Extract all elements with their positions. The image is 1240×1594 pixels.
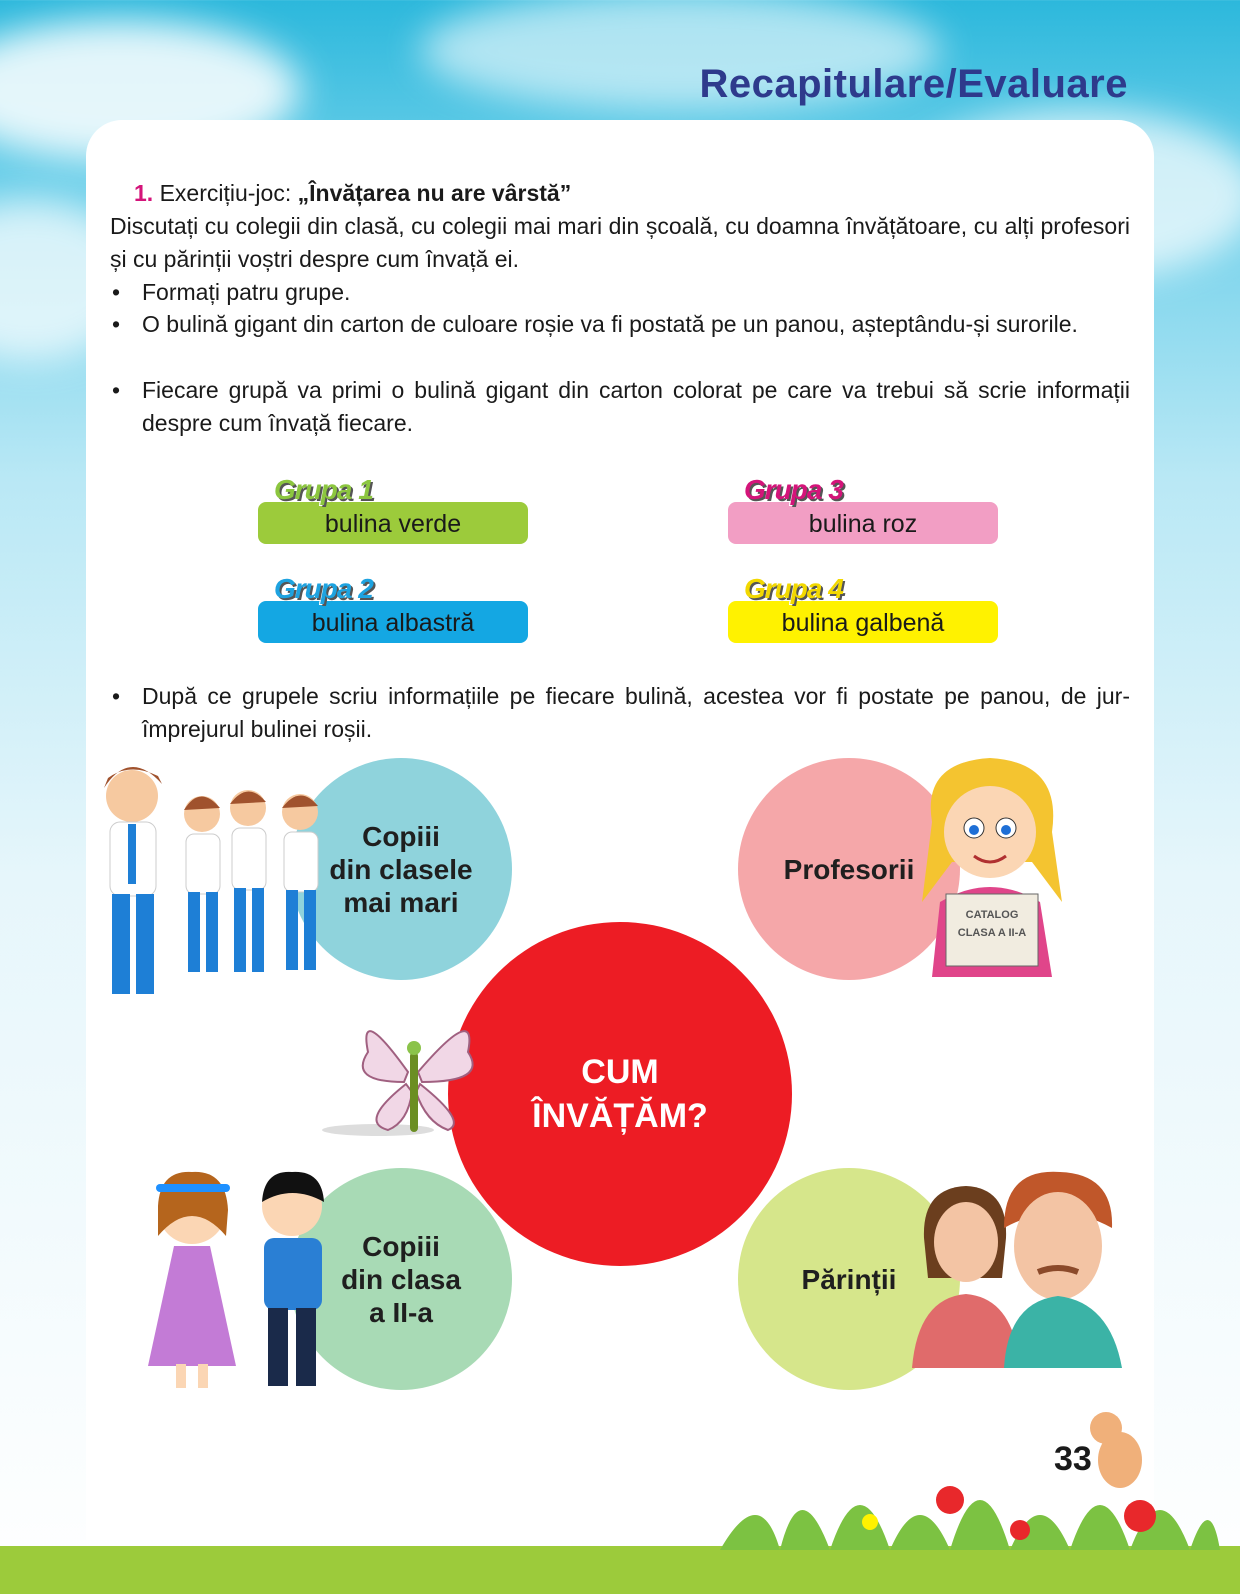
flower-icon [772, 1502, 788, 1518]
circle-text: mai mari [343, 886, 459, 918]
bullet-text: Formați patru grupe. [142, 279, 351, 305]
cat-icon [1090, 1412, 1142, 1488]
catalog-text: CATALOG [965, 909, 1019, 921]
group-3-label: Grupa 3 [744, 474, 843, 505]
page-number: 33 [1054, 1440, 1092, 1478]
exercise-heading [134, 180, 571, 207]
father-icon [1004, 1172, 1122, 1368]
flower-icon [1010, 1520, 1030, 1540]
flower-icon [1124, 1500, 1156, 1532]
boy-icon [262, 1172, 324, 1386]
circle-center [448, 922, 792, 1266]
catalog-text: CLASA A II-A [957, 927, 1027, 939]
teacher-girl-illustration [912, 752, 1072, 977]
bullet-text: După ce grupele scriu informațiile pe fiecare bulină, acestea vor fi postate pe panou, de jur-împrejurul bulinei roșii. [142, 683, 1130, 742]
group-1-box: bulina verde [258, 502, 528, 544]
flower-icon [936, 1486, 964, 1514]
circle-text: Părinții [801, 1263, 897, 1295]
classmates-illustration [140, 1166, 340, 1392]
center-text: CUM [581, 1053, 659, 1091]
walking-student-icon [104, 767, 162, 994]
parents-illustration [908, 1168, 1128, 1368]
bullet-symbol: • [112, 279, 121, 305]
exercise-intro: Exercițiu-joc: [159, 180, 298, 206]
exercise-number: 1. [134, 180, 154, 206]
mother-icon [912, 1186, 1020, 1368]
grass-footer-bar [0, 1546, 1240, 1594]
group-3-box: bulina roz [728, 502, 998, 544]
circle-text: Profesorii [783, 853, 915, 885]
bullet-item [112, 308, 1130, 341]
group-2-label: Grupa 2 [274, 573, 373, 604]
circle-text: din clasa [341, 1263, 461, 1295]
circle-text: din clasele [329, 853, 473, 885]
butterfly-fairy-illustration [318, 1012, 498, 1142]
bullet-text: O bulină gigant din carton de culoare roșie va fi postată pe un panou, așteptându-și surorile. [142, 311, 1078, 337]
group-4-label: Grupa 4 [744, 573, 843, 604]
walking-student-icon [184, 796, 220, 972]
walking-student-icon [282, 794, 318, 970]
bullet-symbol: • [112, 377, 121, 403]
bullet-symbol: • [112, 683, 121, 709]
center-text: ÎNVĂȚĂM? [532, 1097, 708, 1135]
circle-text: Copiii [362, 1230, 440, 1262]
exercise-description: Discutați cu colegii din clasă, cu colegii mai mari din școală, cu doamna învățătoare, cu alți profesori și cu părinții voștri despre cum învață ei. [110, 213, 1130, 272]
group-1-label: Grupa 1 [274, 474, 373, 505]
older-children-illustration [80, 748, 330, 1008]
exercise-name: „Învățarea nu are vârstă” [297, 180, 572, 206]
girl-icon [148, 1172, 236, 1388]
walking-student-icon [230, 790, 266, 972]
page-title: Recapitulare/Evaluare [699, 62, 1128, 106]
bullet-text: Fiecare grupă va primi o bulină gigant din carton colorat pe care va trebui să scrie informații despre cum învață fiecare. [142, 377, 1130, 436]
circle-text: Copiii [362, 820, 440, 852]
group-4-box: bulina galbenă [728, 601, 998, 643]
flower-icon [862, 1514, 878, 1530]
group-2-box: bulina albastră [258, 601, 528, 643]
bullet-symbol: • [112, 311, 121, 337]
grass-flowers-decoration [720, 1390, 1220, 1550]
circle-text: a II-a [369, 1296, 433, 1328]
bullet-item [112, 276, 1130, 309]
bullet-item [112, 680, 1130, 746]
bullet-item [112, 374, 1130, 440]
